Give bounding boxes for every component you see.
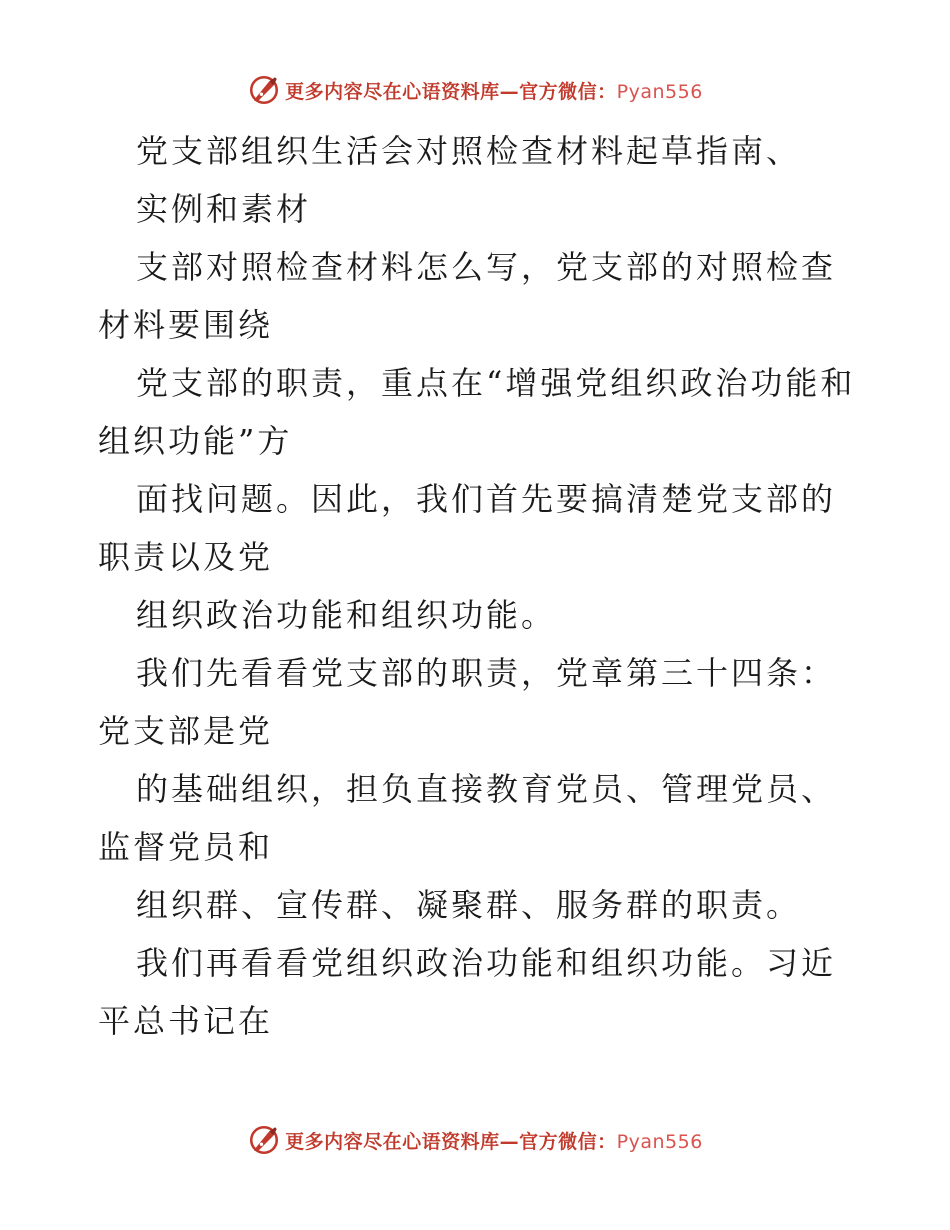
paragraph: 我们先看看党支部的职责，党章第三十四条：党支部是党 — [98, 654, 837, 750]
paragraph: 支部对照检查材料怎么写，党支部的对照检查材料要围绕 — [98, 248, 837, 344]
document-body — [98, 122, 858, 1050]
paragraph: 我们再看看党组织政治功能和组织功能。习近平总书记在 — [98, 944, 837, 1040]
paragraph: 面找问题。因此，我们首先要搞清楚党支部的职责以及党 — [98, 480, 837, 576]
pen-nib-logo-icon — [247, 1123, 281, 1157]
header-banner — [0, 70, 950, 110]
footer-wechat-id: Pyan556 — [616, 1130, 703, 1153]
paragraph: 党支部组织生活会对照检查材料起草指南、 — [136, 132, 802, 170]
pen-nib-logo-icon — [247, 73, 281, 107]
header-banner-text: 更多内容尽在心语资料库—官方微信：Pyan556 — [285, 80, 703, 103]
paragraph: 组织群、宣传群、凝聚群、服务群的职责。 — [136, 886, 802, 924]
paragraph: 的基础组织，担负直接教育党员、管理党员、监督党员和 — [98, 770, 837, 866]
paragraph: 党支部的职责，重点在“增强党组织政治功能和组织功能”方 — [98, 364, 856, 460]
paragraph: 组织政治功能和组织功能。 — [136, 596, 557, 634]
footer-banner — [0, 1120, 950, 1160]
paragraph: 实例和素材 — [136, 190, 312, 228]
footer-banner-text: 更多内容尽在心语资料库—官方微信：Pyan556 — [285, 1130, 703, 1153]
header-wechat-id: Pyan556 — [616, 80, 703, 103]
